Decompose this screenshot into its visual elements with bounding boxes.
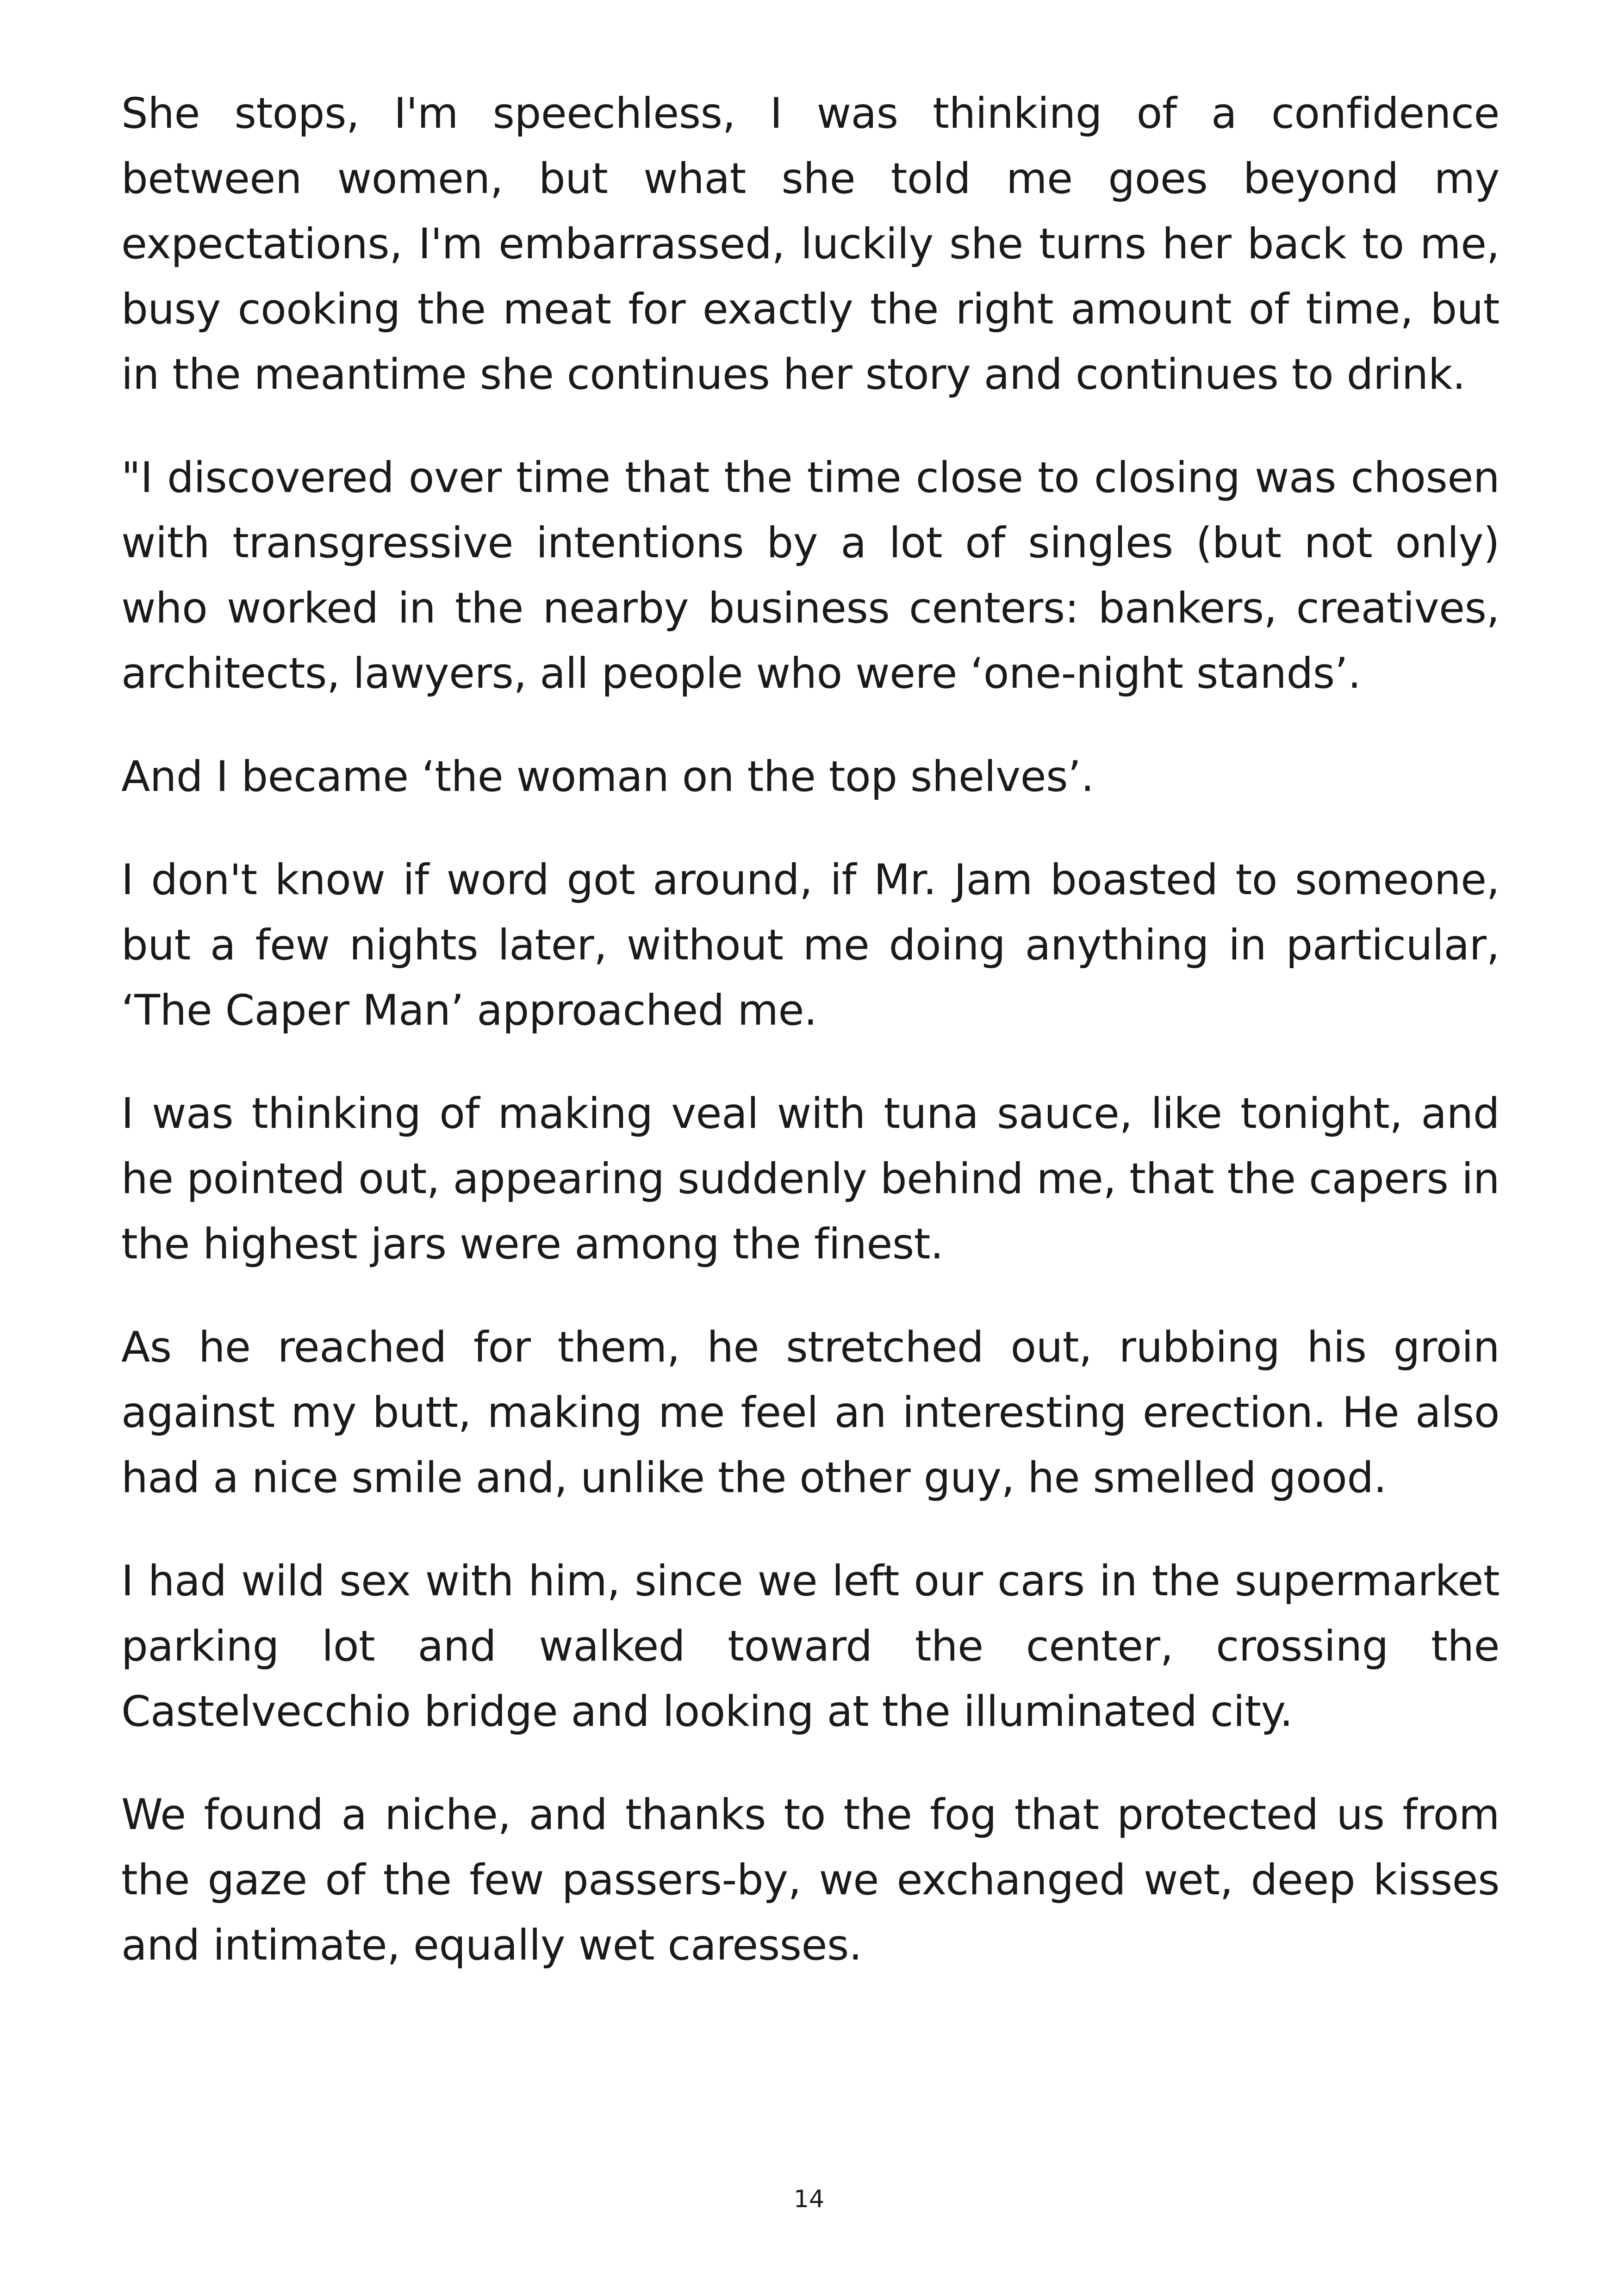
- page-number: 14: [793, 2185, 825, 2213]
- paragraph: As he reached for them, he stretched out, rubbing his groin against my butt, making me feel an interesting erection. He also had a nice smile and, unlike the other guy, he smelled good.: [121, 1323, 1500, 1502]
- paragraph: I don't know if word got around, if Mr. Jam boasted to someone, but a few nights later, without me doing anything in particular, ‘The Caper Man’ approached me.: [121, 856, 1500, 1035]
- paragraph: I was thinking of making veal with tuna sauce, like tonight, and he pointed out, appearing suddenly behind me, that the capers in the highest jars were among the finest.: [121, 1089, 1500, 1269]
- paragraph: She stops, I'm speechless, I was thinking of a confidence between women, but what she told me goes beyond my expectations, I'm embarrassed, luckily she turns her back to me, busy cooking the meat for exactly the right amount of time, but in the meantime she continues her story and continues to drink.: [121, 89, 1500, 399]
- paragraph: "I discovered over time that the time close to closing was chosen with transgressive intentions by a lot of singles (but not only) who worked in the nearby business centers: bankers, creatives, architects, lawyers, all people who were ‘one-night stands’.: [121, 454, 1500, 698]
- paragraph: I had wild sex with him, since we left our cars in the supermarket parking lot and walked toward the center, crossing the Castelvecchio bridge and looking at the illuminated city.: [121, 1557, 1500, 1736]
- paragraph: And I became ‘the woman on the top shelves’.: [121, 753, 1094, 801]
- page-body: [121, 81, 1500, 2164]
- paragraph: We found a niche, and thanks to the fog that protected us from the gaze of the few passers-by, we exchanged wet, deep kisses and intimate, equally wet caresses.: [121, 1791, 1500, 1970]
